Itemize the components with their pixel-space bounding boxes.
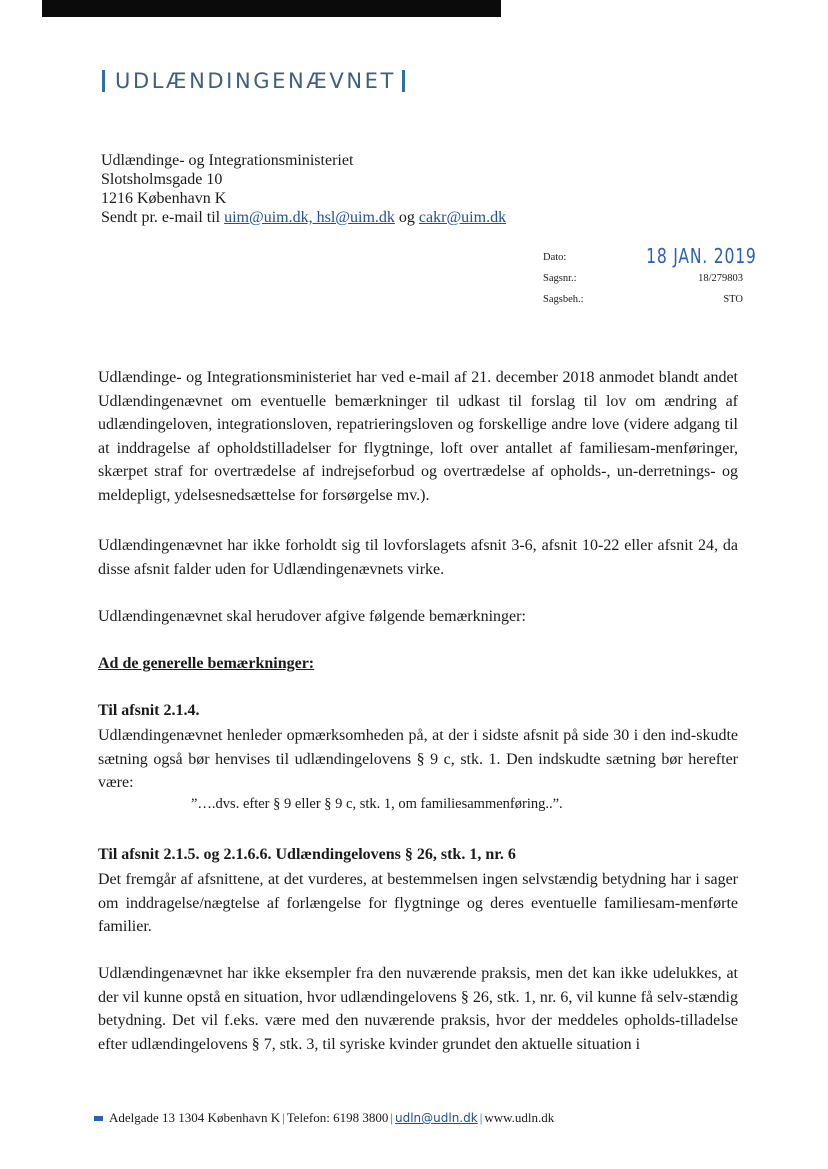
footer-separator: | xyxy=(390,1110,393,1125)
case-handler-label: Sagsbeh.: xyxy=(543,294,584,305)
recipient-line-2: Slotsholmsgade 10 xyxy=(101,171,223,188)
footer-address: Adelgade 13 1304 København K xyxy=(109,1110,281,1125)
sent-join: og xyxy=(398,209,415,226)
date-row xyxy=(543,244,757,268)
recipient-line-3: 1216 København K xyxy=(101,190,227,207)
footer-web[interactable]: www.udln.dk xyxy=(484,1110,555,1125)
date-label: Dato: xyxy=(543,252,567,263)
logo-right-bar xyxy=(402,70,405,92)
footer-bullet-icon xyxy=(94,1116,103,1121)
footer-email-link[interactable]: udln@udln.dk xyxy=(395,1111,478,1125)
logo xyxy=(102,68,405,94)
quoted-text: ”….dvs. efter § 9 eller § 9 c, stk. 1, om familiesammenføring..”. xyxy=(191,796,563,812)
footer-phone: Telefon: 6198 3800 xyxy=(286,1110,389,1125)
footer-separator: | xyxy=(479,1110,483,1125)
date-stamp: 18 JAN. 2019 xyxy=(646,244,757,268)
email-link-1[interactable]: uim@uim.dk, hsl@uim.dk xyxy=(224,209,395,226)
recipient-line-1: Udlændinge- og Integrationsministeriet xyxy=(101,152,354,169)
paragraph-section-2-1-4: Udlændingenævnet henleder opmærksomheden på, at der i sidste afsnit på side 30 i den ind-skudte sætning også bør henvises til udlændingelovens § 9 c, stk. 1. Den indskudte sætning bør herefter være: xyxy=(98,727,738,791)
footer-separator: | xyxy=(282,1110,285,1125)
sent-by-email-line xyxy=(101,208,506,227)
paragraph-section-2-1-5: Det fremgår af afsnittene, at det vurderes, at bestemmelsen ingen selvstændig betydning har i sager om inddragelse/nægtelse af forlængelse for flygtninge og deres eventuelle familiesam-menførte familier. xyxy=(98,871,738,935)
footer xyxy=(94,1110,554,1126)
case-number-value: 18/279803 xyxy=(698,273,743,284)
logo-left-bar xyxy=(102,70,105,92)
paragraph-scope: Udlændingenævnet har ikke forholdt sig til lovforslagets afsnit 3-6, afsnit 10-22 eller afsnit 24, da disse afsnit falder uden for Udlændingenævnets virke. xyxy=(98,537,738,578)
heading-section-2-1-4: Til afsnit 2.1.4. xyxy=(98,702,200,719)
heading-general-remarks: Ad de generelle bemærkninger: xyxy=(98,655,315,672)
case-meta xyxy=(543,244,757,309)
sent-prefix: Sendt pr. e-mail til xyxy=(101,209,221,226)
case-number-row xyxy=(543,267,743,288)
case-handler-row xyxy=(543,288,743,309)
case-number-label: Sagsnr.: xyxy=(543,273,577,284)
paragraph-remarks-intro: Udlændingenævnet skal herudover afgive følgende bemærkninger: xyxy=(98,608,526,625)
redaction-bar xyxy=(42,0,501,17)
paragraph-practice: Udlændingenævnet har ikke eksempler fra den nuværende praksis, men det kan ikke udelukkes, at der vil kunne opstå en situation, hvor udlændingelovens § 26, stk. 1, nr. 6, vil kunne få selv-stændig betydning. Det vil f.eks. være med den nuværende praksis, hvor der meddeles opholds-tilladelse efter udlændingelovens § 7, stk. 3, til syriske kvinder grundet den aktuelle situation i xyxy=(98,965,738,1053)
logo-text: UDLÆNDINGENÆVNET xyxy=(115,69,396,93)
heading-section-2-1-5: Til afsnit 2.1.5. og 2.1.6.6. Udlændingelovens § 26, stk. 1, nr. 6 xyxy=(98,846,516,863)
recipient-address xyxy=(101,151,506,227)
email-link-2[interactable]: cakr@uim.dk xyxy=(418,209,507,226)
case-handler-value: STO xyxy=(723,294,743,305)
paragraph-intro: Udlændinge- og Integrationsministeriet har ved e-mail af 21. december 2018 anmodet blandt andet Udlændingenævnet om eventuelle bemærkninger til udkast til forslag til lov om ændring af udlændingeloven, integrationsloven, repatrieringsloven og forskellige andre love (videre adgang til at inddragelse af opholdstilladelser for flygtninge, loft over antallet af familiesam-menføringer, skærpet straf for overtrædelse af indrejseforbud og overtrædelse af opholds-, un-derretnings- og meldepligt, ydelsesnedsættelse for forsørgelse mv.). xyxy=(98,369,738,504)
